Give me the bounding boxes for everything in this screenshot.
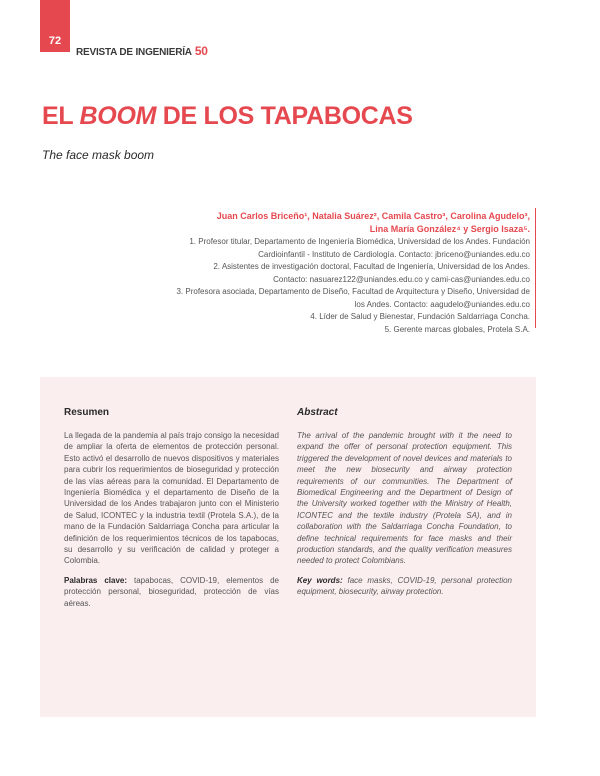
resumen-keywords-label: Palabras clave:: [64, 575, 128, 585]
resumen-body: La llegada de la pandemia al país trajo consigo la necesidad de ampliar la oferta de elementos de protección personal. Esto activó el desarrollo de nuevos dispositivos y materiales para cubrir los requerimientos de bioseguridad y protección de las vías aéreas para la comunidad. El Departamento de Ingeniería Biomédica y el departamento de Diseño de la Universidad de los Andes trabajaron junto con el Ministerio de Salud, ICONTEC y la industria textil (Protela S.A.), de la mano de la Fundación Saldarriaga Concha para articular la definición de los requerimientos técnicos de los tapabocas, su desarrollo y su verificación de calidad y proteger a Colombia.: [64, 431, 279, 566]
journal-issue: 50: [194, 44, 208, 58]
affiliation-line: 2. Asistentes de investigación doctoral, Facultad de Ingeniería, Universidad de los Andes.: [213, 262, 530, 271]
affiliation-divider: [535, 208, 536, 328]
journal-header: [76, 44, 208, 58]
abstract-keywords-label: Key words:: [297, 575, 343, 585]
affiliation-line: 5. Gerente marcas globales, Protela S.A.: [384, 324, 530, 334]
title-part-2: BOOM: [79, 102, 157, 130]
affiliation-line: 1. Profesor titular, Departamento de Ingeniería Biomédica, Universidad de los Andes. Fundación: [189, 237, 530, 246]
resumen-keywords: [64, 575, 279, 609]
resumen-column: [64, 407, 279, 617]
journal-name: REVISTA DE INGENIERÍA: [76, 47, 192, 58]
authors-line-1: Juan Carlos Briceño¹, Natalia Suárez², Camila Castro³, Carolina Agudelo³,: [216, 211, 530, 221]
title-part-3: DE LOS TAPABOCAS: [156, 102, 413, 130]
authors-block: [90, 210, 530, 336]
affiliation-line: 3. Profesora asociada, Departamento de Diseño, Facultad de Arquitectura y Diseño, Universidad de: [176, 287, 530, 296]
page-number: 72: [48, 35, 62, 47]
affiliation-line: Cardioinfantil - Instituto de Cardiología. Contacto: jbriceno@uniandes.edu.co: [258, 249, 530, 259]
article-subtitle: The face mask boom: [42, 148, 155, 162]
abstract-box: [40, 377, 536, 717]
abstract-column: [297, 407, 512, 606]
resumen-keywords-text: tapabocas, COVID-19, elementos de protección personal, bioseguridad, protección de vías aéreas.: [64, 575, 279, 608]
abstract-keywords-text: face masks, COVID-19, personal protection equipment, biosecurity, airway protection.: [297, 575, 512, 597]
affiliation-line: 4. Líder de Salud y Bienestar, Fundación Saldarriaga Concha.: [310, 312, 530, 321]
title-part-1: EL: [42, 102, 80, 130]
abstract-keywords: [297, 575, 512, 598]
abstract-heading: Abstract: [297, 407, 338, 418]
resumen-heading: Resumen: [64, 407, 110, 418]
authors-line-2: Lina María González⁴ y Sergio Isaza⁵.: [369, 224, 530, 234]
affiliation-line: Contacto: nasuarez122@uniandes.edu.co y cami-cas@uniandes.edu.co: [273, 274, 530, 284]
abstract-body: The arrival of the pandemic brought with it the need to expand the offer of personal protection equipment. This triggered the development of novel devices and materials to meet the new biosecurity and airway protection requirements of our communities. The Department of Biomedical Engineering and the Department of Design of the University worked together with the Ministry of Health, ICONTEC and the textile industry (Protela SA), and in collaboration with the Saldarriaga Concha Foundation, to define technical requirements for face masks and their production standards, and the quality verification measures needed to protect Colombians.: [297, 431, 512, 566]
article-title: [42, 102, 413, 131]
affiliation-line: los Andes. Contacto: aagudelo@uniandes.edu.co: [354, 299, 530, 309]
